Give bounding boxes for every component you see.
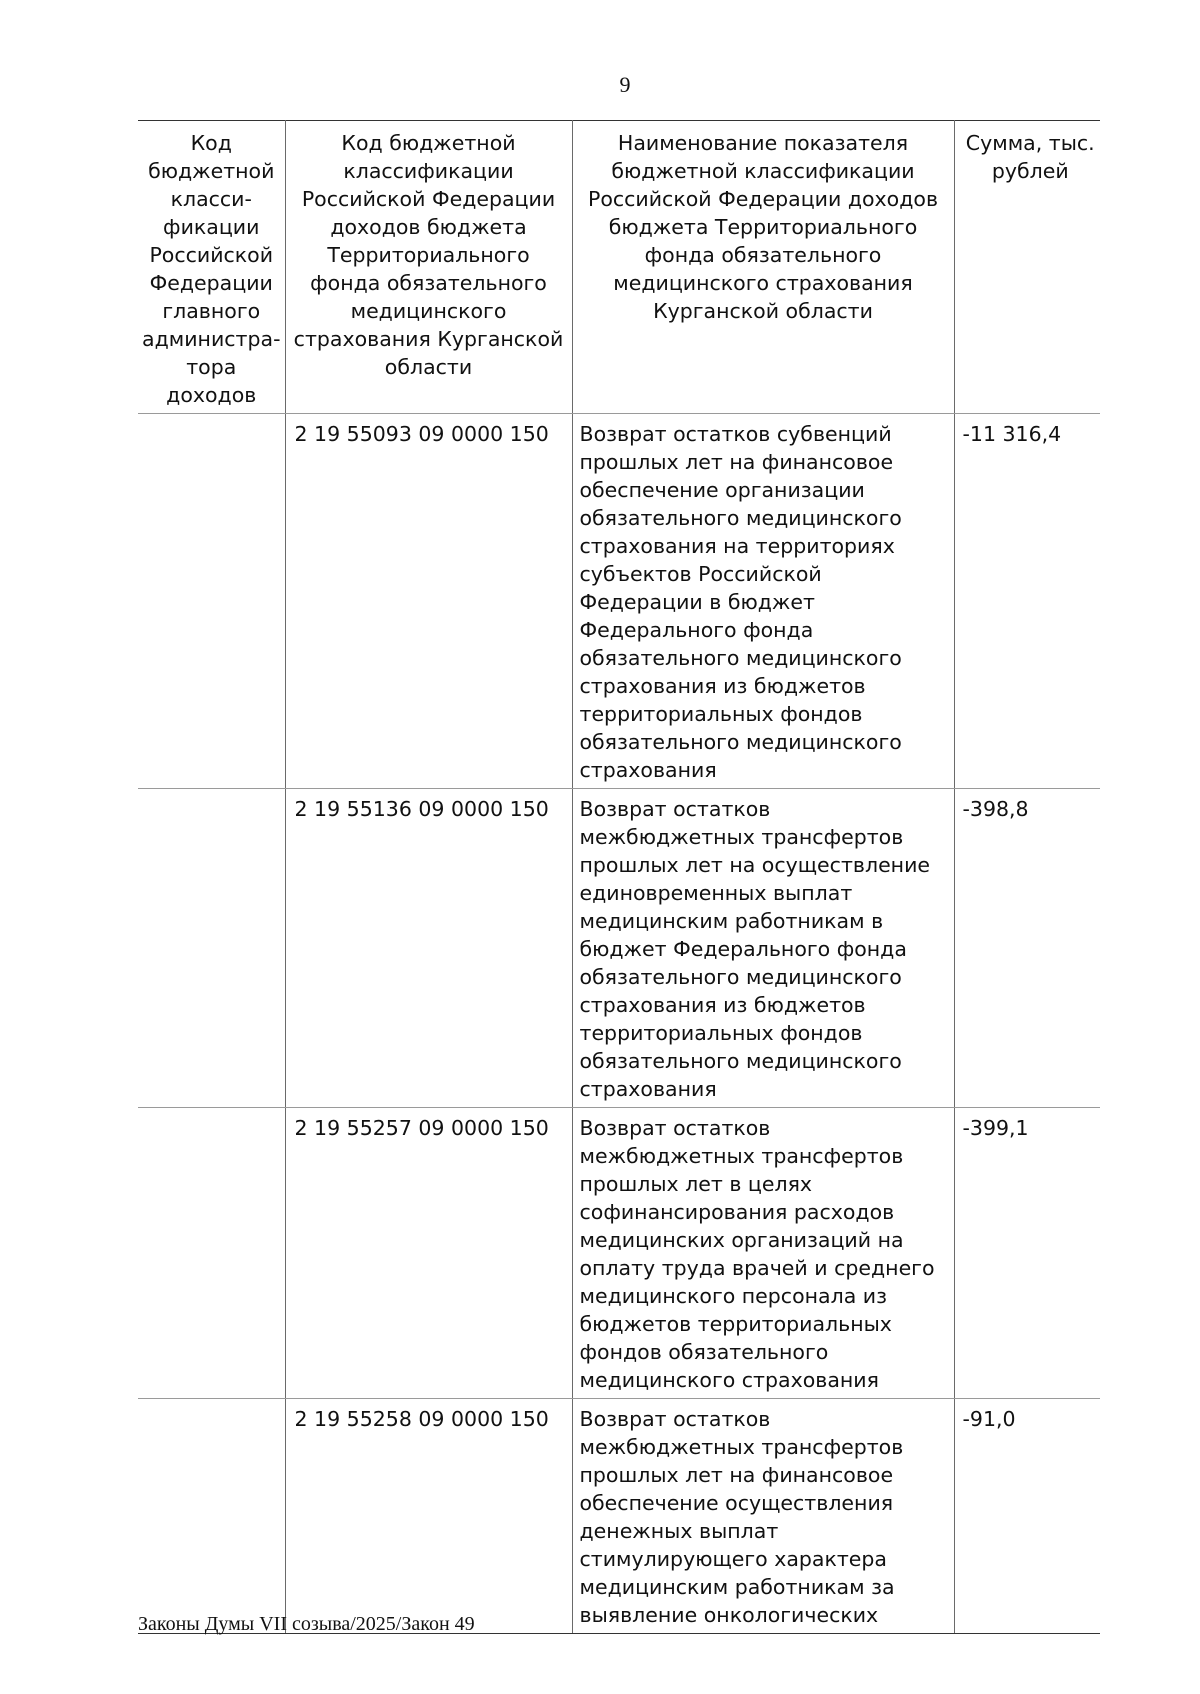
cell-budget-code: 2 19 55093 09 0000 150 bbox=[285, 414, 572, 789]
table-header-row bbox=[138, 121, 1100, 414]
cell-indicator-name: Возврат остатков межбюджетных трансфертов прошлых лет в целях софинансирования расходов медицинских организаций на оплату труда врачей и среднего медицинского персонала из бюджетов территориальных фондов обязательного медицинского страхования bbox=[572, 1108, 954, 1399]
header-amount: Сумма, тыс. рублей bbox=[954, 121, 1100, 414]
page-number: 9 bbox=[619, 72, 631, 97]
table-row bbox=[138, 1108, 1100, 1399]
cell-admin-code bbox=[138, 414, 285, 789]
cell-budget-code: 2 19 55136 09 0000 150 bbox=[285, 789, 572, 1108]
table-row bbox=[138, 414, 1100, 789]
cell-indicator-name: Возврат остатков межбюджетных трансфертов прошлых лет на осуществление единовременных выплат медицинским работникам в бюджет Федерального фонда обязательного медицинского страхования из бюджетов территориальных фондов обязательного медицинского страхования bbox=[572, 789, 954, 1108]
cell-amount: -399,1 bbox=[954, 1108, 1100, 1399]
budget-table bbox=[138, 120, 1100, 1634]
header-budget-code: Код бюджетной классификации Российской Федерации доходов бюджета Территориального фонда обязательного медицинского страхования Курганской области bbox=[285, 121, 572, 414]
cell-amount: -398,8 bbox=[954, 789, 1100, 1108]
cell-amount: -91,0 bbox=[954, 1399, 1100, 1634]
header-indicator-name: Наименование показателя бюджетной классификации Российской Федерации доходов бюджета Территориального фонда обязательного медицинского страхования Курганской области bbox=[572, 121, 954, 414]
cell-amount: -11 316,4 bbox=[954, 414, 1100, 789]
header-admin-code: Код бюджетной класси- фикации Российской Федерации главного администра- тора доходов bbox=[138, 121, 285, 414]
cell-admin-code bbox=[138, 1108, 285, 1399]
cell-budget-code: 2 19 55257 09 0000 150 bbox=[285, 1108, 572, 1399]
cell-admin-code bbox=[138, 789, 285, 1108]
cell-indicator-name: Возврат остатков субвенций прошлых лет на финансовое обеспечение организации обязательного медицинского страхования на территориях субъектов Российской Федерации в бюджет Федерального фонда обязательного медицинского страхования из бюджетов территориальных фондов обязательного медицинского страхования bbox=[572, 414, 954, 789]
document-footer: Законы Думы VII созыва/2025/Закон 49 bbox=[138, 1613, 475, 1635]
cell-budget-code: 2 19 55258 09 0000 150 bbox=[285, 1399, 572, 1634]
table-row bbox=[138, 789, 1100, 1108]
table-row bbox=[138, 1399, 1100, 1634]
cell-admin-code bbox=[138, 1399, 285, 1634]
cell-indicator-name: Возврат остатков межбюджетных трансфертов прошлых лет на финансовое обеспечение осуществления денежных выплат стимулирующего характера медицинским работникам за выявление онкологических bbox=[572, 1399, 954, 1634]
